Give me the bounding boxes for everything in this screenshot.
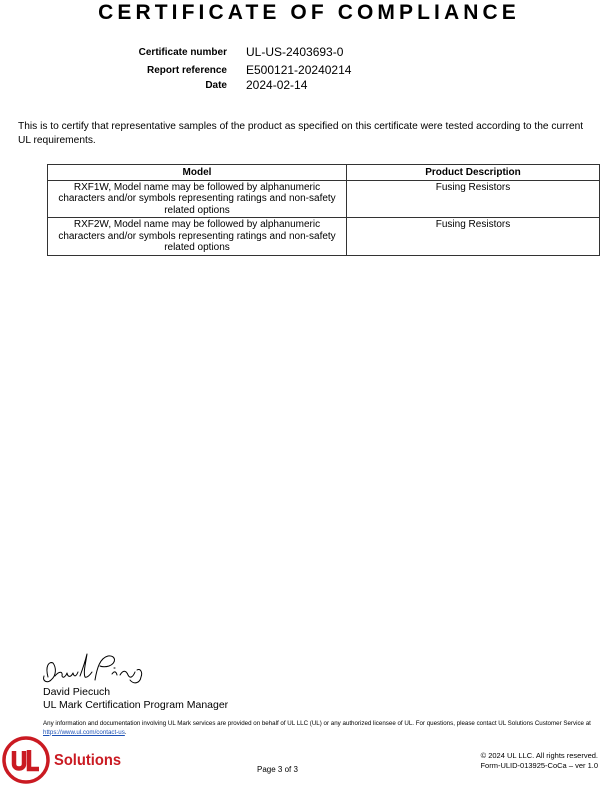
report-reference-label: Report reference (146, 65, 227, 76)
date-value: 2024-02-14 (246, 78, 308, 92)
contact-link[interactable]: https://www.ul.com/contact-us (43, 728, 125, 736)
form-id: Form-ULID-013925-CoCa – ver 1.0 (480, 761, 598, 770)
report-reference-row (0, 63, 600, 78)
date-label: Date (205, 80, 227, 91)
model-cell: RXF1W, Model name may be followed by alphanumeric characters and/or symbols representing ratings and non-safety related options (48, 180, 347, 218)
certification-statement: This is to certify that representative samples of the product as specified on this certificate were tested according to the current UL requirements. (18, 121, 584, 146)
report-reference-value: E500121-20240214 (246, 63, 352, 77)
ul-logo-icon (2, 736, 50, 789)
description-cell: Fusing Resistors (347, 180, 600, 218)
disclaimer (43, 720, 598, 737)
model-column-header: Model (48, 165, 347, 181)
brand-name: Solutions (54, 752, 122, 769)
description-column-header: Product Description (347, 165, 600, 181)
disclaimer-end: . (124, 728, 127, 736)
certificate-number-row (0, 45, 600, 60)
page-number: Page 3 of 3 (257, 765, 298, 774)
table-row (48, 218, 600, 256)
description-cell: Fusing Resistors (347, 218, 600, 256)
certificate-number-label: Certificate number (138, 47, 227, 58)
model-cell: RXF2W, Model name may be followed by alphanumeric characters and/or symbols representing ratings and non-safety related options (48, 218, 347, 256)
disclaimer-text: Any information and documentation involving UL Mark services are provided on behalf of UL LLC (UL) or any authorized licensee of UL. For questions, please contact UL Solutions Customer Service at (43, 720, 591, 727)
model-table (47, 164, 600, 256)
certificate-number-value: UL-US-2403693-0 (246, 45, 344, 59)
certificate-title: CERTIFICATE OF COMPLIANCE (98, 1, 520, 24)
table-row (48, 180, 600, 218)
copyright-notice: © 2024 UL LLC. All rights reserved. (480, 751, 598, 760)
table-header-row (48, 165, 600, 181)
signer-name: David Piecuch (43, 686, 111, 698)
date-row (0, 78, 600, 93)
signer-title: UL Mark Certification Program Manager (43, 699, 229, 711)
